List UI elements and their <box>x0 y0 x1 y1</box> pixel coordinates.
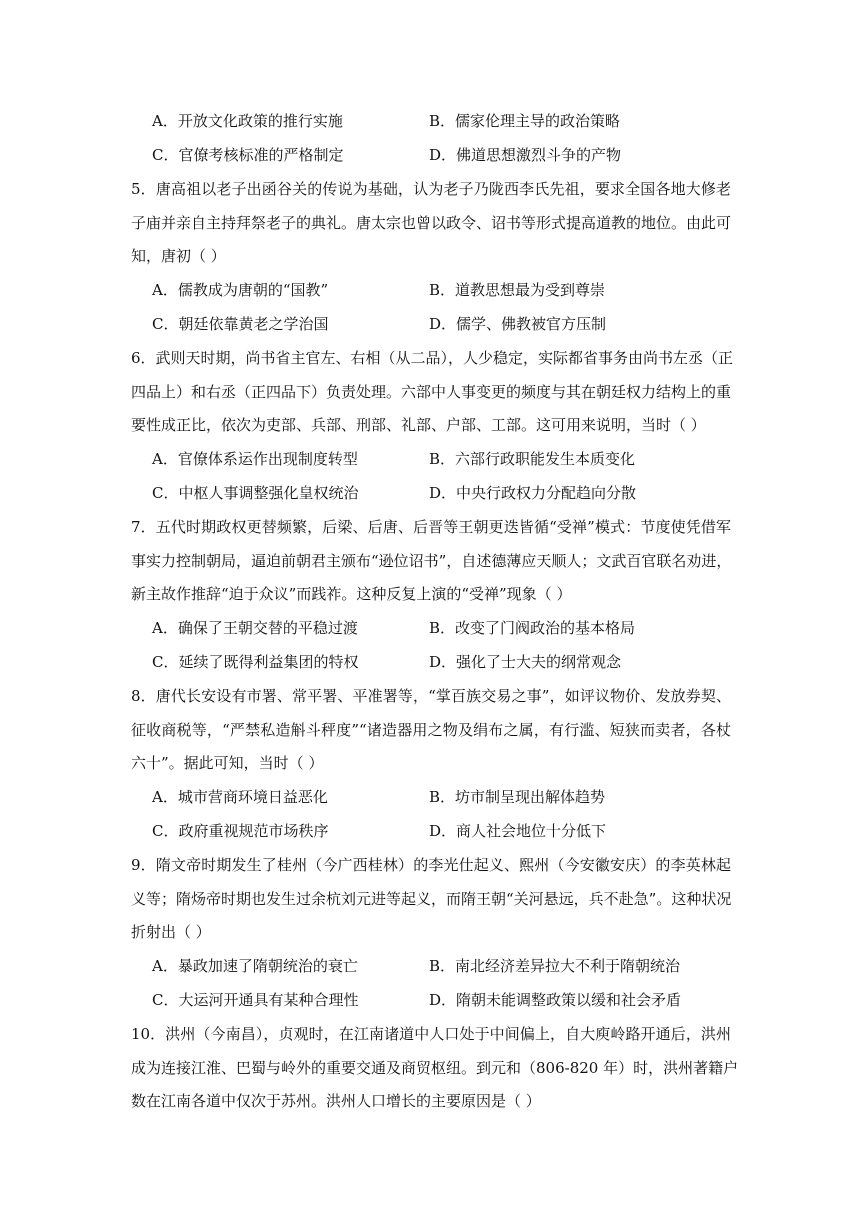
q8-option-d: D．商人社会地位十分低下 <box>429 822 607 840</box>
q10-stem-line-3: 数在江南各道中仅次于苏州。洪州人口增长的主要原因是（ ） <box>131 1092 541 1110</box>
q10-stem-line-2: 成为连接江淮、巴蜀与岭外的重要交通及商贸枢纽。到元和（806-820 年）时，洪州著籍户 <box>131 1059 739 1077</box>
q9-option-c: C．大运河开通具有某种合理性 <box>152 991 359 1009</box>
q8-stem-line-2: 征收商税等，“严禁私造斛斗秤度”“诸造器用之物及绢布之属，有行滥、短狭而卖者，各杖 <box>131 721 731 739</box>
q6-option-a: A．官僚体系运作出现制度转型 <box>152 450 358 468</box>
q6-stem-line-2: 四品上）和右丞（正四品下）负责处理。六部中人事变更的频度与其在朝廷权力结构上的重 <box>131 383 732 401</box>
q8-stem-line-3: 六十”。据此可知，当时（ ） <box>131 754 324 772</box>
q7-option-a: A．确保了王朝交替的平稳过渡 <box>152 619 358 637</box>
q7-stem-line-1: 7．五代时期政权更替频繁，后梁、后唐、后晋等王朝更迭皆循“受禅”模式：节度使凭借军 <box>131 518 731 536</box>
q9-stem-line-2: 义等；隋炀帝时期也发生过余杭刘元进等起义，而隋王朝“关河悬远，兵不赴急”。这种状况 <box>131 890 732 908</box>
q6-option-b: B．六部行政职能发生本质变化 <box>429 450 636 468</box>
q7-stem-line-2: 事实力控制朝局，逼迫前朝君主颁布“逊位诏书”，自述德薄应天顺人；文武百官联名劝进， <box>131 552 732 570</box>
q6-option-c: C．中枢人事调整强化皇权统治 <box>152 484 359 502</box>
q7-stem-line-3: 新主故作推辞“迫于众议”而践祚。这种反复上演的“受禅”现象（ ） <box>131 585 572 603</box>
q5-option-c: C．朝廷依靠黄老之学治国 <box>152 315 329 333</box>
q5-stem-line-1: 5．唐高祖以老子出函谷关的传说为基础，认为老子乃陇西李氏先祖，要求全国各地大修老 <box>131 180 731 198</box>
q6-stem-line-3: 要性成正比，依次为吏部、兵部、刑部、礼部、户部、工部。这可用来说明，当时（ ） <box>131 416 706 434</box>
q9-option-b: B．南北经济差异拉大不利于隋朝统治 <box>429 957 681 975</box>
q6-stem-line-1: 6．武则天时期，尚书省主官左、右相（从二品），人少稳定，实际都省事务由尚书左丞（正 <box>131 349 734 367</box>
q8-stem-line-1: 8．唐代长安设有市署、常平署、平准署等，“掌百族交易之事”，如评议物价、发放券契、 <box>131 687 731 705</box>
q7-option-d: D．强化了士大夫的纲常观念 <box>429 653 622 671</box>
q9-stem-line-1: 9．隋文帝时期发生了桂州（今广西桂林）的李光仕起义、熙州（今安徽安庆）的李英林起 <box>131 856 731 874</box>
q4-option-c: C．官僚考核标准的严格制定 <box>152 146 344 164</box>
q7-option-c: C．延续了既得利益集团的特权 <box>152 653 359 671</box>
q8-option-c: C．政府重视规范市场秩序 <box>152 822 329 840</box>
q4-option-d: D．佛道思想激烈斗争的产物 <box>429 146 622 164</box>
q4-option-b: B．儒家伦理主导的政治策略 <box>429 112 621 130</box>
q8-option-b: B．坊市制呈现出解体趋势 <box>429 788 606 806</box>
q8-option-a: A．城市营商环境日益恶化 <box>152 788 328 806</box>
q5-option-b: B．道教思想最为受到尊崇 <box>429 281 606 299</box>
q9-option-a: A．暴政加速了隋朝统治的衰亡 <box>152 957 358 975</box>
q10-stem-line-1: 10．洪州（今南昌），贞观时，在江南诸道中人口处于中间偏上，自大庾岭路开通后，洪州 <box>131 1025 731 1043</box>
q7-option-b: B．改变了门阀政治的基本格局 <box>429 619 636 637</box>
q9-stem-line-3: 折射出（ ） <box>131 923 211 941</box>
q4-option-a: A．开放文化政策的推行实施 <box>152 112 343 130</box>
q5-option-d: D．儒学、佛教被官方压制 <box>429 315 607 333</box>
q9-option-d: D．隋朝未能调整政策以缓和社会矛盾 <box>429 991 682 1009</box>
q6-option-d: D．中央行政权力分配趋向分散 <box>429 484 637 502</box>
q5-stem-line-2: 子庙并亲自主持拜祭老子的典礼。唐太宗也曾以政令、诏书等形式提高道教的地位。由此可 <box>131 214 732 232</box>
q5-stem-line-3: 知，唐初（ ） <box>131 247 226 265</box>
q5-option-a: A．儒教成为唐朝的“国教” <box>152 281 329 299</box>
